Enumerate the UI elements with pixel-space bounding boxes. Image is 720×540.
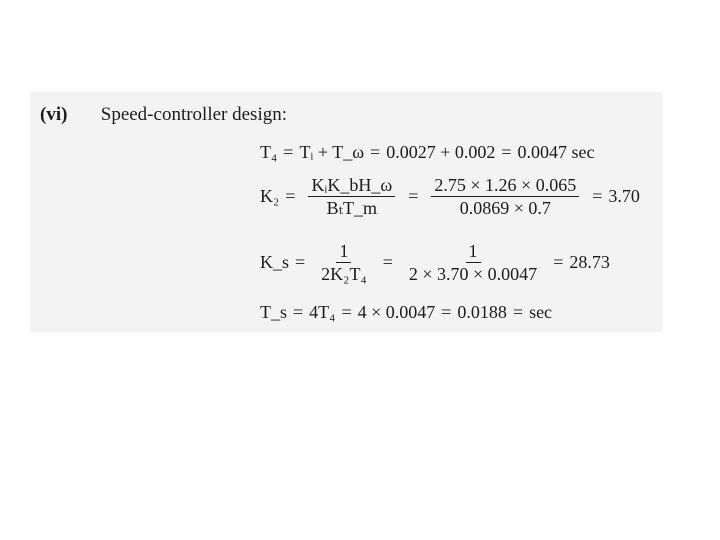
eq1-result: 0.0047 sec bbox=[517, 142, 595, 162]
eq3-value-numerator: 1 bbox=[466, 240, 481, 263]
eq2-result: 3.70 bbox=[608, 186, 640, 206]
section-number: (vi) bbox=[40, 104, 68, 125]
eq4-values: 4 × 0.0047 bbox=[357, 302, 436, 322]
eq4-value: 0.0188 bbox=[457, 302, 507, 322]
section-heading bbox=[40, 104, 287, 126]
eq4-result: sec bbox=[529, 302, 553, 322]
eq2-numeric-fraction bbox=[431, 174, 579, 219]
eq1-values: 0.0027 + 0.002 bbox=[386, 142, 496, 162]
equation-ts: T_s = 4T₄ = 4 × 0.0047 = 0.0188 = sec bbox=[260, 302, 553, 322]
eq2-symbolic-fraction bbox=[308, 174, 395, 219]
eq2-frac-numerator: KᵢK_bH_ω bbox=[308, 174, 395, 197]
section-title: Speed-controller design: bbox=[100, 104, 288, 125]
eq4-expr: 4T₄ bbox=[309, 302, 336, 322]
eq1-expr: Tᵢ + T_ω bbox=[299, 142, 365, 162]
eq3-numeric-fraction bbox=[406, 240, 540, 285]
eq3-symbolic-fraction bbox=[318, 240, 370, 285]
eq2-frac-denominator: BₜT_m bbox=[326, 198, 378, 218]
eq2-lhs: K₂ bbox=[260, 186, 280, 206]
eq3-result: 28.73 bbox=[569, 252, 610, 272]
equation-ks: K_s = $\frac{1}{\text{2K₂T₄}}$ = $\frac{1}{2 \times 3.70 \times 0.0047}$ = 28.73 bbox=[260, 241, 610, 284]
eq1-lhs: T₄ bbox=[260, 142, 278, 162]
content-panel bbox=[30, 92, 662, 332]
eq2-value-numerator: 2.75 × 1.26 × 0.065 bbox=[431, 174, 579, 197]
eq3-frac-numerator: 1 bbox=[336, 240, 351, 263]
eq2-value-denominator: 0.0869 × 0.7 bbox=[459, 198, 551, 218]
equation-t4: T₄ = Tᵢ + T_ω = 0.0027 + 0.002 = 0.0047 sec bbox=[260, 142, 595, 162]
eq4-lhs: T_s bbox=[260, 302, 287, 322]
eq3-lhs: K_s bbox=[260, 252, 290, 272]
eq3-frac-denominator: 2K₂T₄ bbox=[321, 264, 367, 284]
eq3-value-denominator: 2 × 3.70 × 0.0047 bbox=[408, 264, 538, 284]
equation-k2: K₂ = $\frac{\text{KᵢK\_bH\_ω}}{\text{BₜT\_m}}$ = $\frac{2.75 \times 1.26 \times 0.065}{0.0869 \times 0.7}$ = 3.70 bbox=[260, 175, 640, 218]
